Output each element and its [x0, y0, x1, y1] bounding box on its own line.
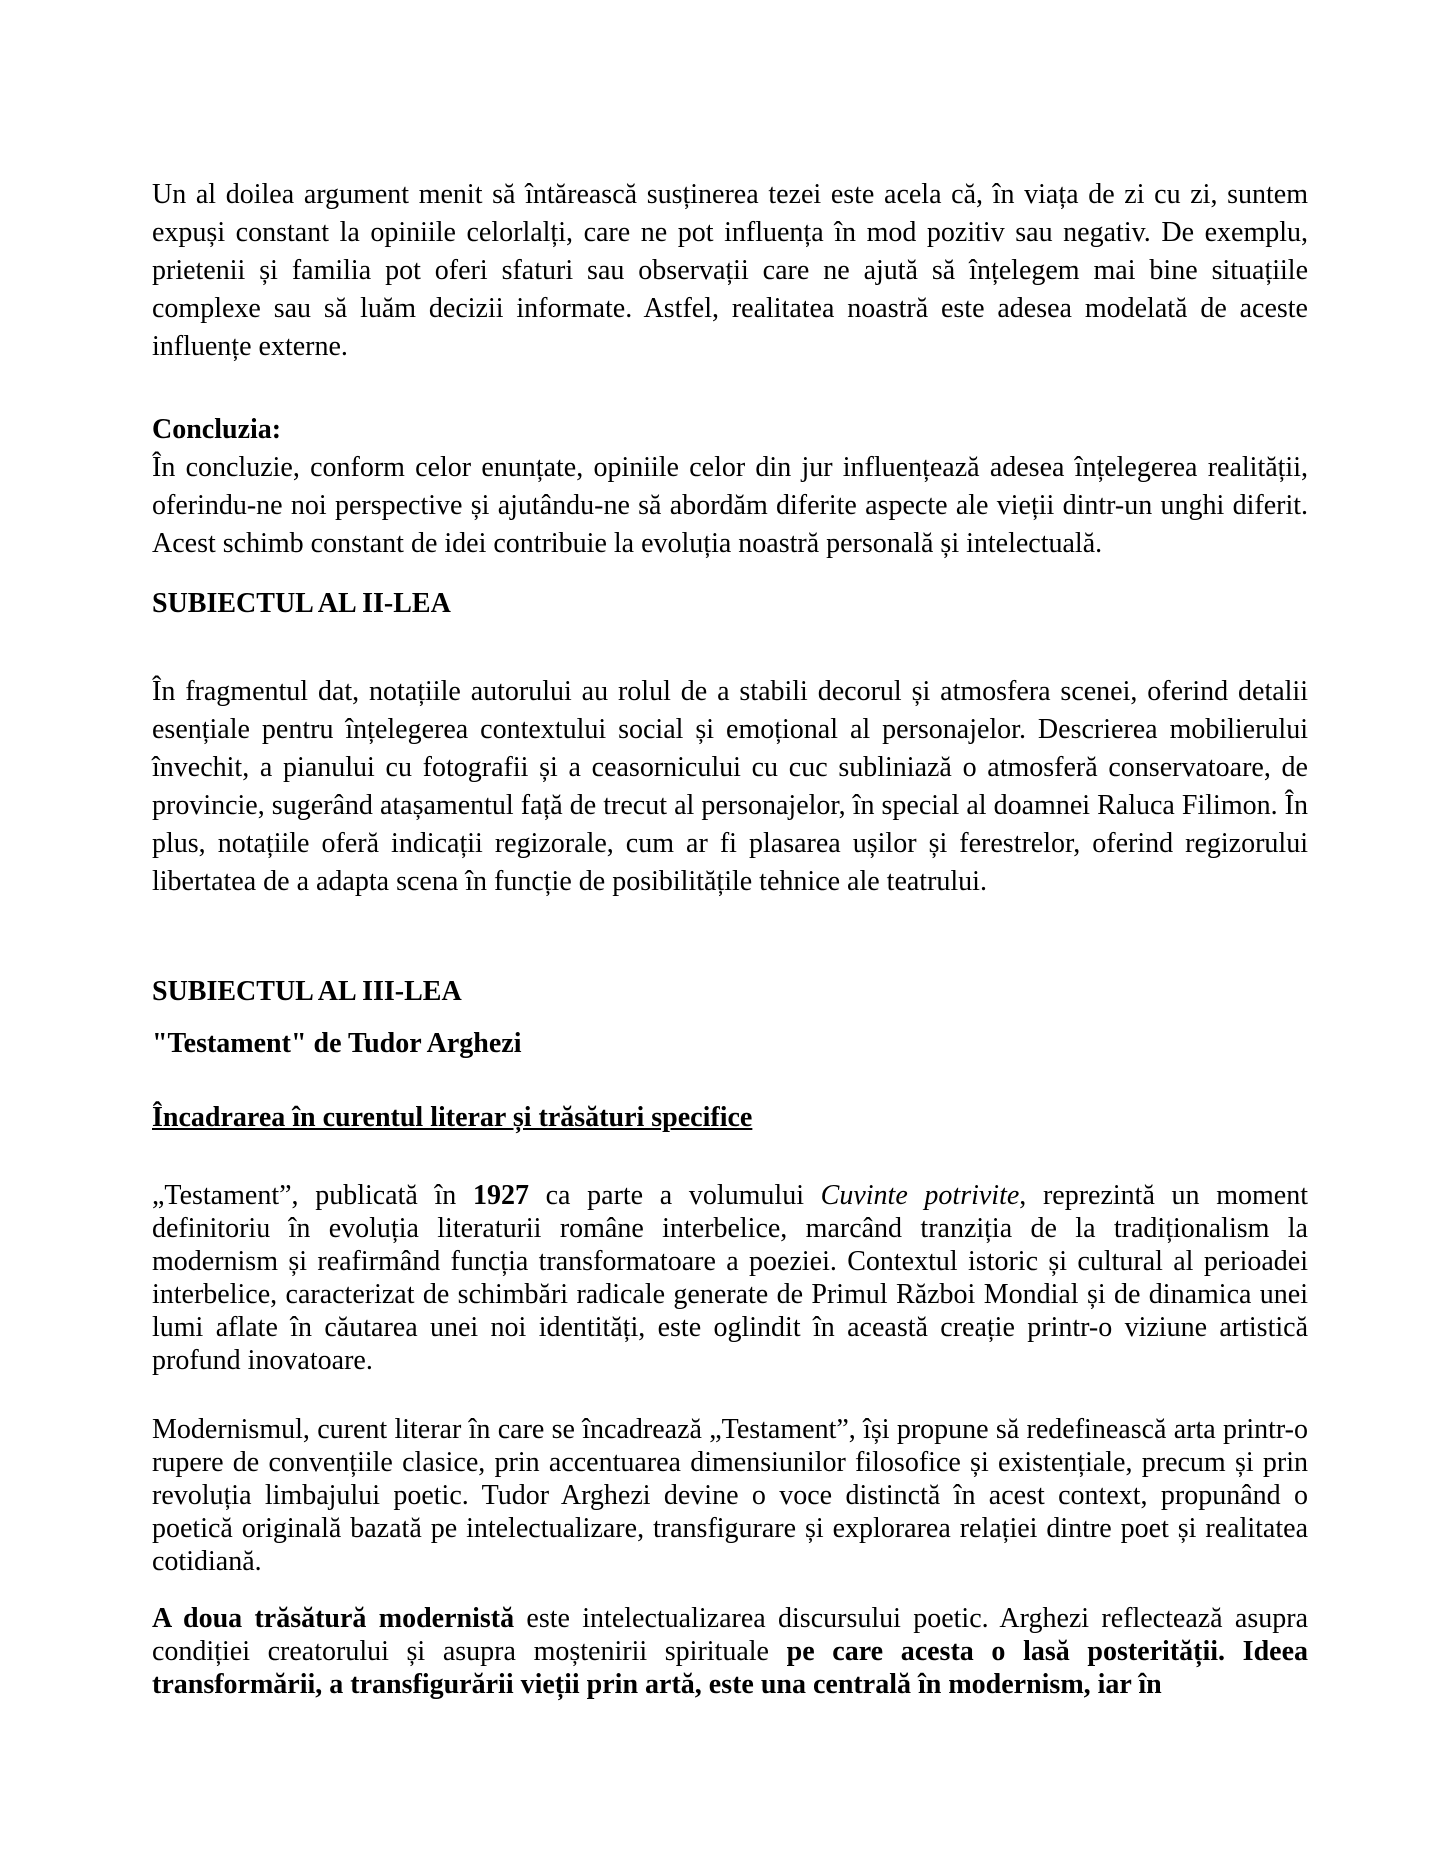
heading-testament-title: "Testament" de Tudor Arghezi — [152, 1028, 522, 1059]
text-run-bold-year-1927: 1927 — [472, 1180, 529, 1211]
text-run-bold-posteritatii: pe care acesta o lasă posterității. Ideea transformării, a transfigurării vieții prin artă, este una centrală în modernism, iar în — [152, 1636, 1308, 1700]
paragraph-second-modernist-trait — [152, 1602, 1308, 1701]
paragraph-fragment-notes: În fragmentul dat, notațiile autorului au rolul de a stabili decorul și atmosfera scenei, oferind detalii esențiale pentru înțelegerea contextului social și emoțional al personajelor. Descrierea mobilierului învechit, a pianului cu fotografii și a ceasornicului cu cuc subliniază o atmosferă conservatoare, de provincie, sugerând atașamentul față de trecut al personajelor, în special al doamnei Raluca Filimon. În plus, notațiile oferă indicații regizorale, cum ar fi plasarea ușilor și ferestrelor, oferind regizorului libertatea de a adapta scena în funcție de posibilitățile tehnice ale teatrului. — [152, 676, 1308, 897]
paragraph-conclusion: În concluzie, conform celor enunțate, opiniile celor din jur influențează adesea înțelegerea realității, oferindu-ne noi perspective și ajutându-ne să abordăm diferite aspecte ale vieții dintr-un unghi diferit. Acest schimb constant de idei contribuie la evoluția noastră personală și intelectuală. — [152, 452, 1308, 559]
heading-subiectul-al-iii-lea: SUBIECTUL AL III-LEA — [152, 976, 462, 1007]
text-run-italic-cuvinte-potrivite: Cuvinte potrivite — [820, 1180, 1020, 1211]
heading-concluzia: Concluzia: — [152, 414, 282, 445]
text-run-regular: este intelectualizarea discursului poetic. Arghezi reflectează asupra condiției creatorului și asupra moștenirii spirituale — [152, 1603, 1309, 1667]
text-run-regular: „Testament”, publicată în — [152, 1180, 473, 1211]
paragraph-testament-context — [152, 1179, 1308, 1377]
text-run-bold-a-doua-trasatura: A doua trăsătură modernistă — [152, 1603, 515, 1634]
heading-subiectul-al-ii-lea: SUBIECTUL AL II-LEA — [152, 588, 451, 619]
heading-incadrarea-text: Încadrarea în curentul literar și trăsături specifice — [152, 1102, 753, 1133]
paragraph-second-argument: Un al doilea argument menit să întărească susținerea tezei este acela că, în viața de zi cu zi, suntem expuși constant la opiniile celorlalți, care ne pot influența în mod pozitiv sau negativ. De exemplu, prietenii și familia pot oferi sfaturi sau observații care ne ajută să înțelegem mai bine situațiile complexe sau să luăm decizii informate. Astfel, realitatea noastră este adesea modelată de aceste influențe externe. — [152, 179, 1308, 362]
paragraph-modernism: Modernismul, curent literar în care se încadrează „Testament”, își propune să redefinească arta printr-o rupere de convențiile clasice, prin accentuarea dimensiunilor filosofice și existențiale, precum și prin revoluția limbajului poetic. Tudor Arghezi devine o voce distinctă în acest context, propunând o poetică originală bazată pe intelectualizare, transfigurare și explorarea relației dintre poet și realitatea cotidiană. — [152, 1414, 1308, 1577]
text-run-regular: ca parte a volumului — [528, 1180, 821, 1211]
heading-incadrarea-underlined — [152, 1099, 1308, 1137]
text-run-regular: , reprezintă un moment definitoriu în evoluția literaturii române interbelice, marcând tranziția de la tradiționalism la modernism și reafirmând funcția transformatoare a poeziei. Contextul istoric și cultural al perioadei interbelice, caracterizat de schimbări radicale generate de Primul Război Mondial și de dinamica unei lumi aflate în căutarea unei noi identități, este oglindit în această creație printr-o viziune artistică profund inovatoare. — [152, 1180, 1308, 1376]
